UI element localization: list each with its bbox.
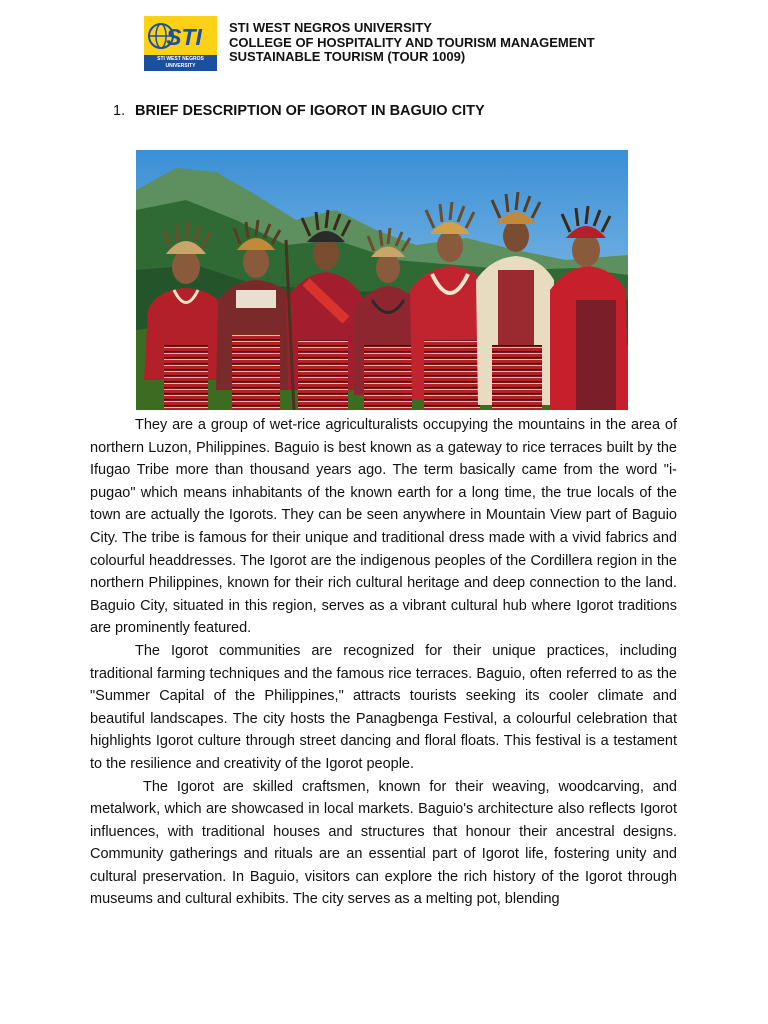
section-title: BRIEF DESCRIPTION OF IGOROT IN BAGUIO CITY: [135, 103, 485, 119]
document-header: [229, 21, 595, 65]
igorot-group-photo: [136, 150, 628, 410]
header-university: STI WEST NEGROS UNIVERSITY: [229, 20, 432, 35]
section-heading: [113, 103, 485, 120]
sti-globe-icon: [144, 16, 217, 55]
section-number: 1.: [113, 103, 126, 119]
logo-text: STI: [166, 24, 202, 50]
paragraph: They are a group of wet-rice agriculturalists occupying the mountains in the area of northern Luzon, Philippines. Baguio is best known as a gateway to rice terraces built by the Ifugao Tribe more than thousand years ago. The term basically came from the word "i-pugao" which means inhabitants of the known earth for a long time, the true locals of the town are actually the Igorots. They can be seen anywhere in Mountain View part of Baguio City. The tribe is famous for their unique and traditional dress made with a vivid fabrics and colourful headdresses. The Igorot are the indigenous peoples of the Cordillera region in the northern Philippines, known for their rich cultural heritage and deep connection to the land. Baguio City, situated in this region, serves as a vibrant cultural hub where Igorot traditions are prominently featured.: [90, 417, 677, 637]
body-text: [90, 414, 677, 911]
logo-caption: STI WEST NEGROS UNIVERSITY: [144, 55, 217, 71]
sti-logo: [144, 16, 217, 71]
header-course: SUSTAINABLE TOURISM (TOUR 1009): [229, 49, 466, 64]
paragraph: The Igorot are skilled craftsmen, known for their weaving, woodcarving, and metalwork, which are showcased in local markets. Baguio's architecture also reflects Igorot influences, with traditional houses and structures that honour their ancestral designs. Community gatherings and rituals are an essential part of Igorot life, fostering unity and cultural preservation. In Baguio, visitors can explore the rich history of the Igorot through museums and cultural exhibits. The city serves as a melting pot, blending: [90, 778, 677, 908]
header-college: COLLEGE OF HOSPITALITY AND TOURISM MANAGEMENT: [229, 34, 595, 50]
paragraph: The Igorot communities are recognized for their unique practices, including traditional farming techniques and the famous rice terraces. Baguio, often referred to as the "Summer Capital of the Philippines," attracts tourists seeking its cooler climate and beautiful landscapes. The city hosts the Panagbenga Festival, a colourful celebration that highlights Igorot culture through street dancing and floral floats. This festival is a testament to the resilience and creativity of the Igorot people.: [90, 642, 677, 772]
